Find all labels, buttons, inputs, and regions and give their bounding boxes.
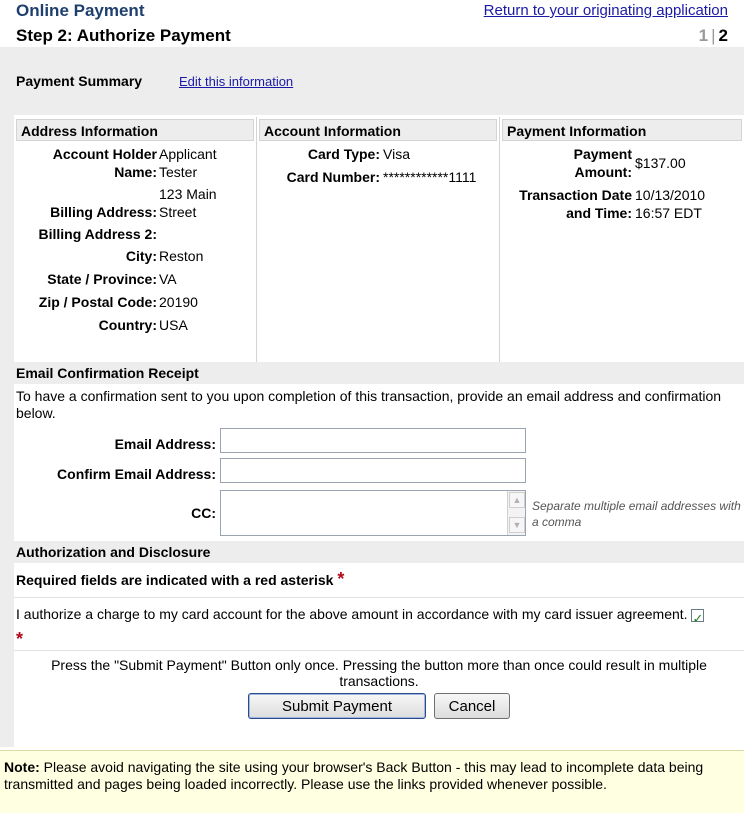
card-number-value: ************1111: [383, 169, 477, 185]
card-type-row: [257, 145, 500, 163]
required-fields-note: [16, 571, 736, 589]
checkmark-icon: ✓: [692, 610, 704, 626]
confirm-email-address-label: Confirm Email Address:: [57, 466, 216, 482]
card-type-value: Visa: [383, 146, 410, 162]
note-text: Please avoid navigating the site using your browser's Back Button - this may lead to incomplete data being transmitted and pages being loaded incorrectly. Please use the links provided whenever possible.: [4, 759, 704, 792]
account-holder-label: Account Holder Name:: [52, 146, 157, 180]
transaction-datetime-label: Transaction Date and Time:: [519, 187, 632, 221]
submit-payment-button[interactable]: Submit Payment: [248, 693, 426, 719]
cancel-button[interactable]: Cancel: [434, 693, 510, 719]
card-number-row: [257, 168, 500, 186]
email-address-input[interactable]: [220, 428, 526, 453]
main-panel: [0, 47, 744, 747]
cc-hint: Separate multiple email addresses with a comma: [532, 499, 741, 529]
cc-scrollbar[interactable]: [507, 491, 525, 535]
authorization-statement: I authorize a charge to my card account for the above amount in accordance with my card issuer agreement.: [16, 606, 688, 622]
step-separator: |: [711, 26, 716, 45]
payment-information-heading: Payment Information: [502, 119, 742, 141]
billing-address-2-row: [14, 225, 257, 243]
card-type-label: Card Type:: [307, 146, 380, 162]
address-information-panel: [14, 117, 257, 365]
payment-amount-value: $137.00: [635, 155, 686, 171]
back-button-note: [0, 750, 744, 813]
scroll-down-icon[interactable]: ▼: [509, 517, 525, 533]
return-to-application-link[interactable]: Return to your originating application: [483, 2, 728, 19]
edit-information-link[interactable]: Edit this information: [179, 74, 294, 89]
authorization-statement-row: [16, 602, 706, 653]
billing-address-2-label: Billing Address 2:: [38, 226, 157, 242]
cc-label: CC:: [191, 505, 216, 521]
account-holder-row: [14, 145, 257, 181]
zip-row: [14, 293, 257, 311]
app-title: Online Payment: [16, 1, 145, 20]
card-number-label: Card Number:: [286, 169, 380, 185]
info-grid: [14, 117, 744, 365]
submit-once-note: Press the "Submit Payment" Button only once. Pressing the button more than once could result in multiple transactions.: [51, 657, 707, 689]
city-label: City:: [125, 248, 157, 264]
payment-amount-label: Payment Amount:: [573, 146, 632, 180]
address-information-heading: Address Information: [16, 119, 254, 141]
payment-summary-title: Payment Summary: [16, 73, 143, 89]
state-row: [14, 270, 257, 288]
transaction-datetime-value: 10/13/2010 16:57 EDT: [635, 187, 706, 221]
transaction-datetime-row: [500, 186, 744, 222]
step-title: Step 2: Authorize Payment: [16, 26, 231, 45]
state-value: VA: [159, 271, 177, 287]
country-value: USA: [159, 317, 188, 333]
billing-address-value: 123 Main Street: [159, 186, 217, 220]
step-indicator: [699, 26, 728, 46]
authorize-checkbox[interactable]: [691, 609, 704, 626]
billing-address-label: Billing Address:: [50, 204, 157, 220]
divider: [14, 650, 744, 651]
email-confirmation-heading: Email Confirmation Receipt: [14, 362, 744, 384]
required-fields-text: Required fields are indicated with a red asterisk: [16, 572, 334, 588]
city-value: Reston: [159, 248, 204, 264]
zip-label: Zip / Postal Code:: [38, 294, 157, 310]
payment-amount-row: [500, 145, 744, 181]
email-address-label: Email Address:: [114, 436, 216, 452]
note-label: Note:: [4, 759, 40, 775]
payment-information-panel: [500, 117, 744, 365]
billing-address-row: [14, 185, 257, 221]
divider: [14, 597, 744, 598]
step-1-indicator[interactable]: 1: [698, 26, 709, 45]
account-information-panel: [257, 117, 500, 365]
account-holder-value: Applicant Tester: [159, 146, 217, 180]
country-label: Country:: [98, 317, 157, 333]
confirm-email-address-input[interactable]: [220, 458, 526, 483]
city-row: [14, 247, 257, 265]
email-confirmation-description: To have a confirmation sent to you upon completion of this transaction, provide an email address and confirmation below.: [16, 388, 722, 421]
step-2-indicator: 2: [718, 26, 728, 45]
top-bar: [0, 0, 744, 22]
required-asterisk-icon: *: [337, 569, 345, 589]
zip-value: 20190: [159, 294, 198, 310]
step-bar: [0, 23, 744, 47]
account-information-heading: Account Information: [259, 119, 497, 141]
cc-textarea[interactable]: [220, 490, 526, 536]
country-row: [14, 316, 257, 334]
scroll-up-icon[interactable]: ▲: [509, 492, 525, 508]
payment-summary-band: [14, 47, 744, 115]
state-label: State / Province:: [47, 271, 157, 287]
required-asterisk-icon: *: [16, 629, 24, 649]
authorization-heading: Authorization and Disclosure: [14, 541, 744, 563]
